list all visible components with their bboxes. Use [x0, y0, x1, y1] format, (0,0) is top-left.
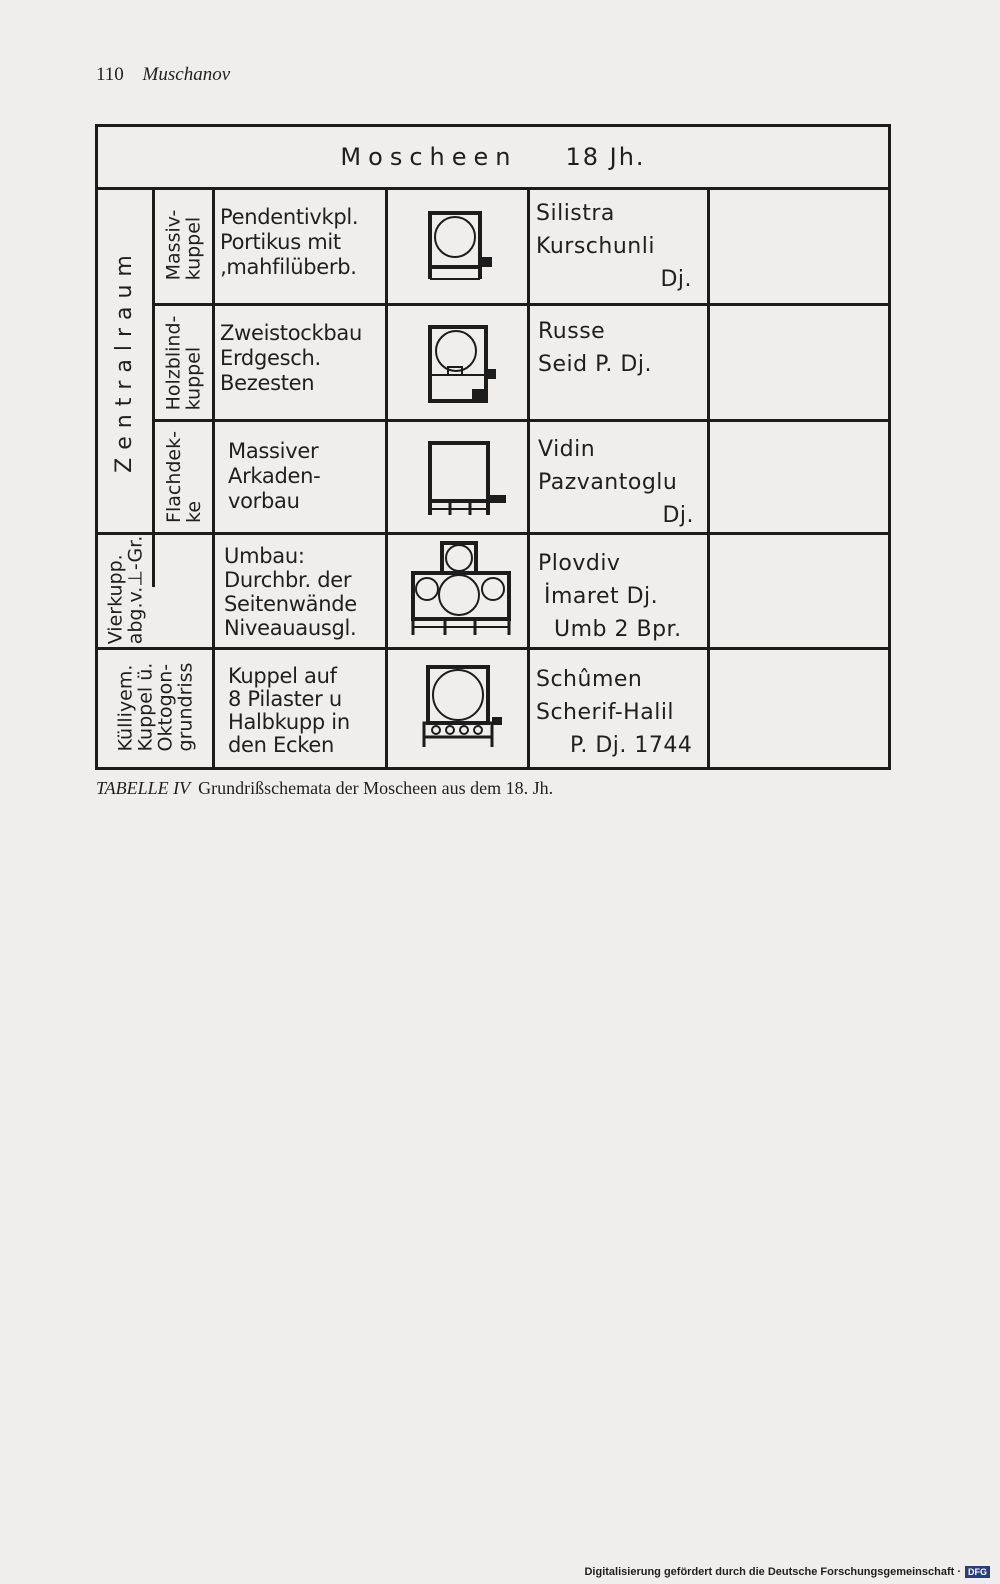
table-title-word: Moscheen: [340, 143, 518, 171]
floor-plan-russe: [420, 323, 510, 408]
group-label-kuelliye: Külliyem. Kuppel ü. Oktogon- grundriss: [114, 662, 196, 752]
sub-label-massivkuppel: Massiv- kuppel: [162, 209, 205, 281]
floor-plan-vidin: [420, 439, 515, 524]
table-title-century: 18 Jh.: [565, 143, 646, 171]
row-5-description: Kuppel auf 8 Pilaster u Halbkupp in den Ecken: [228, 664, 350, 757]
floor-plan-schumen: [416, 659, 511, 754]
row-3-location: Vidin Pazvantoglu Dj.: [538, 437, 694, 528]
caption-text: Grundrißschemata der Moscheen aus dem 18. Jh.: [198, 778, 554, 798]
group-label-vierkuppel: Vierkupp. abg.v.⊥-Gr.: [104, 535, 147, 644]
divider: [152, 419, 888, 422]
row-2-location: Russe Seid P. Dj.: [538, 319, 652, 377]
divider: [385, 187, 388, 767]
table-caption: [96, 778, 553, 799]
row-5-location: Schûmen Scherif-Halil P. Dj. 1744: [536, 667, 693, 758]
row-1-location: Silistra Kurschunli Dj.: [536, 201, 692, 292]
footer-text: Digitalisierung gefördert durch die Deutsche Forschungsgemeinschaft ·: [584, 1566, 961, 1578]
dfg-logo: DFG: [965, 1566, 990, 1578]
table-title: [98, 127, 888, 190]
floor-plan-plovdiv: [405, 539, 520, 639]
divider: [152, 303, 888, 306]
row-1-description: Pendentivkpl. Portikus mit ‚mahfilüberb.: [220, 205, 359, 279]
caption-label: TABELLE IV: [96, 778, 191, 798]
divider: [98, 647, 888, 650]
row-2-description: Zweistockbau Erdgesch. Bezesten: [220, 321, 362, 395]
sub-label-flachdecke: Flachdek- ke: [162, 431, 205, 523]
funding-footer: [584, 1566, 990, 1578]
row-4-location: Plovdiv İmaret Dj. Umb 2 Bpr.: [538, 551, 682, 642]
row-4-description: Umbau: Durchbr. der Seitenwände Niveauausgl.: [224, 544, 357, 640]
group-label-zentralraum: Zentralraum: [112, 246, 137, 473]
page-number: 110: [96, 64, 124, 85]
sub-label-holzblindkuppel: Holzblind- kuppel: [162, 315, 205, 410]
row-3-description: Massiver Arkaden- vorbau: [228, 439, 321, 513]
divider: [98, 532, 888, 535]
divider: [212, 187, 215, 767]
mosque-table: [95, 124, 891, 770]
floor-plan-silistra: [420, 207, 510, 287]
running-head-author: Muschanov: [142, 64, 231, 85]
divider: [527, 187, 530, 767]
page-header: [96, 64, 230, 86]
